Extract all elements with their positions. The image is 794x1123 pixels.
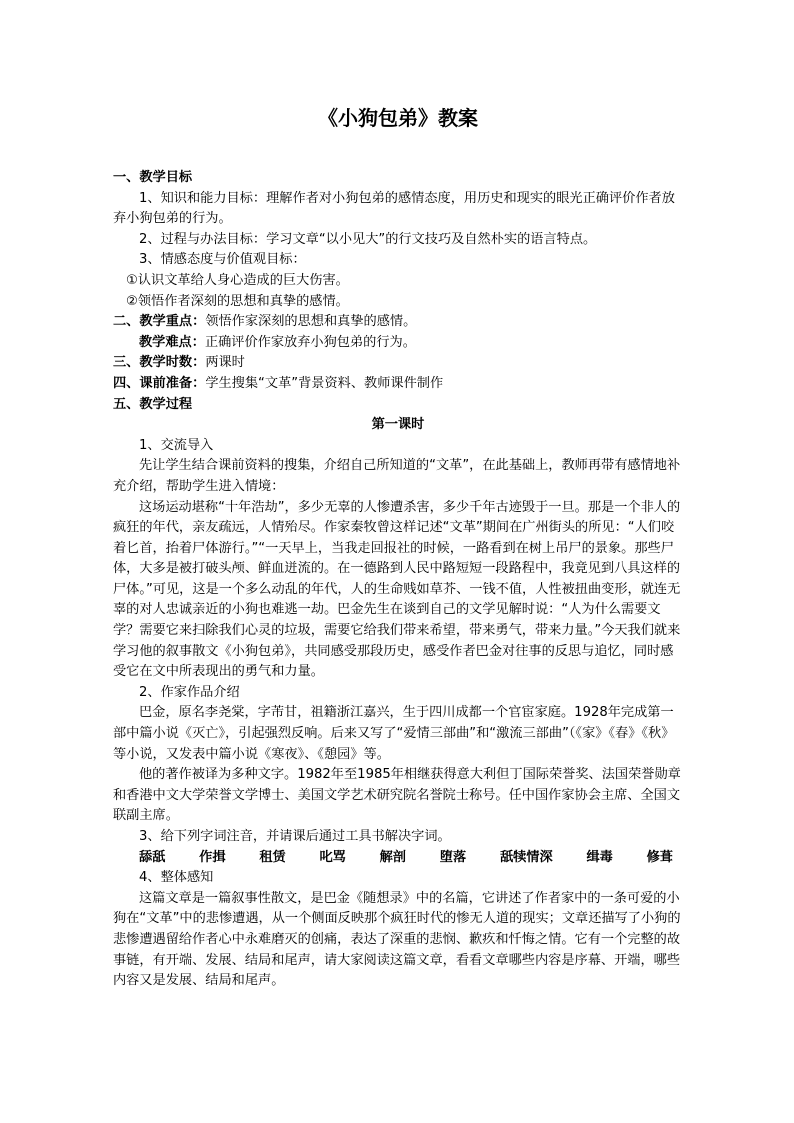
difficult-points-label: 教学难点：: [139, 334, 205, 350]
step-2-paragraph-1: 巴金，原名李尧棠，字芾甘，祖籍浙江嘉兴，生于四川成都一个官宦家庭。1928年完成第一部中篇小说《灭亡》，引起强烈反响。后来又写了“爱情三部曲”和“激流三部曲”（《家》《春》《秋》等小说，又发表中篇小说《寒夜》、《憩园》等。: [113, 705, 675, 762]
objective-2: 2、过程与办法目标：学习文章“以小见大”的行文技巧及自然朴实的语言特点。: [139, 231, 597, 247]
key-points-label: 二、教学重点：: [113, 314, 206, 330]
key-points: [113, 312, 683, 333]
class-hours-text: 两课时: [205, 355, 245, 371]
vocab-word: 叱骂: [319, 849, 346, 865]
step-3-label: 3、给下列字词注音，并请课后通过工具书解决字词。: [139, 829, 451, 844]
vocab-word: 租赁: [259, 849, 286, 865]
step-2-label: 2、作家作品介绍: [139, 684, 240, 700]
step-4-paragraph-1: 这篇文章是一篇叙事性散文，是巴金《随想录》中的名篇，它讲述了作者家中的一条可爱的小狗在“文革”中的悲惨遭遇，从一个侧面反映那个疯狂时代的惨无人道的现实；文章还描写了小狗的悲惨遭遇留给作者心中永难磨灭的创痛，表达了深重的悲悯、歉疚和忏悔之情。它有一个完整的故事链，有开端、发展、结局和尾声，请大家阅读这篇文章，看看文章哪些内容是序幕、开端，哪些内容又是发展、结局和尾声。: [113, 890, 681, 989]
difficult-points-text: 正确评价作家放弃小狗包弟的行为。: [204, 334, 416, 350]
document-page: [113, 104, 683, 992]
section-heading-process: 五、教学过程: [113, 396, 193, 412]
lesson-heading: 第一课时: [371, 417, 425, 433]
section-heading-objectives: 一、教学目标: [113, 170, 193, 185]
vocab-word: 解剖: [379, 849, 406, 865]
vocab-word: 缉毒: [586, 849, 613, 865]
document-title: 《小狗包弟》教案: [318, 106, 478, 130]
vocabulary-list: [113, 848, 683, 869]
step-2-paragraph-2: 他的著作被译为多种文字。1982年至1985年相继获得意大利但丁国际荣誉奖、法国荣誉勋章和香港中文大学荣誉文学博士、美国文学艺术研究院名誉院士称号。任中国作家协会主席、全国文联副主席。: [113, 767, 681, 824]
step-1-label: 1、交流导入: [139, 437, 214, 453]
preparation-label: 四、课前准备：: [113, 375, 206, 391]
vocab-word: 堕落: [439, 849, 467, 865]
preparation: [113, 374, 683, 395]
step-1-paragraph-2: 这场运动堪称“十年浩劫”，多少无辜的人惨遭杀害，多少千年古迹毁于一旦。那是一个非人的疯狂的年代，亲友疏远，人情殆尽。作家秦牧曾这样记述“文革”期间在广州街头的所见：“人们咬着匕首，抬着尸体游行。”“一天早上，当我走回报社的时候，一路看到在树上吊尸的景象。那些尸体，大多是被打破头颅、鲜血迸流的。在一德路到人民中路短短一段路程中，我竟见到八具这样的尸体。”可见，这是一个多么动乱的年代，人的生命贱如草芥、一钱不值，人性被扭曲变形，就连无辜的对人忠诚亲近的小狗也难逃一劫。巴金先生在谈到自己的文学见解时说：“人为什么需要文学？需要它来扫除我们心灵的垃圾，需要它给我们带来希望，带来勇气，带来力量。”今天我们就来学习他的叙事散文《小狗包弟》，共同感受那段历史，感受作者巴金对往事的反思与追忆，同时感受它在文中所表现出的勇气和力量。: [113, 499, 681, 680]
objective-1: 1、知识和能力目标：理解作者对小狗包弟的感情态度，用历史和现实的眼光正确评价作者放弃小狗包弟的行为。: [113, 190, 675, 227]
vocab-word: 作揖: [199, 849, 226, 865]
class-hours: [113, 353, 683, 374]
vocab-word: 舔舐: [139, 849, 166, 865]
objective-3a: ①认识文革给人身心造成的巨大伤害。: [126, 272, 349, 288]
step-1-paragraph-1: 先让学生结合课前资料的搜集，介绍自己所知道的“文革”，在此基础上，教师再带有感情地补充介绍，帮助学生进入情境：: [113, 458, 681, 494]
preparation-text: 学生搜集“文革”背景资料、教师课件制作: [205, 375, 444, 391]
class-hours-label: 三、教学时数：: [113, 355, 206, 371]
difficult-points: [113, 333, 683, 354]
step-4-label: 4、整体感知: [139, 870, 214, 886]
objective-3: 3、情感态度与价值观目标：: [139, 252, 306, 268]
objective-3b: ②领悟作者深刻的思想和真挚的感情。: [126, 293, 349, 309]
vocab-word: 修葺: [646, 849, 673, 865]
vocab-word: 舐犊情深: [499, 849, 553, 865]
key-points-text: 领悟作家深刻的思想和真挚的感情。: [205, 314, 417, 330]
